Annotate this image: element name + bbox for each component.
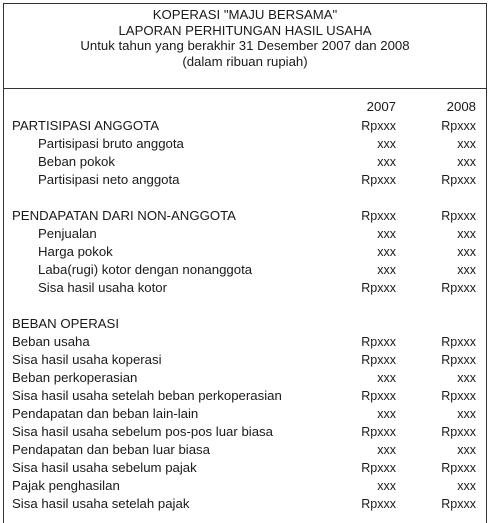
value-2008: xxx <box>457 245 476 259</box>
value-2007: Rpxxx <box>361 353 396 367</box>
statement-row <box>4 243 486 261</box>
row-label: PENDAPATAN DARI NON-ANGGOTA <box>12 208 236 223</box>
value-2008: xxx <box>457 227 476 241</box>
value-2008: xxx <box>457 443 476 457</box>
statement-row <box>4 153 486 171</box>
row-label: Partisipasi neto anggota <box>38 172 180 187</box>
statement-period: Untuk tahun yang berakhir 31 Desember 2007 dan 2008 <box>80 38 410 53</box>
statement-row <box>4 387 486 405</box>
value-2008: Rpxxx <box>441 335 476 349</box>
statement-row <box>4 405 486 423</box>
statement-row <box>4 315 486 333</box>
statement-header <box>4 4 486 89</box>
value-2007: Rpxxx <box>361 389 396 403</box>
value-2008: xxx <box>457 155 476 169</box>
value-2008: Rpxxx <box>441 281 476 295</box>
value-2007: xxx <box>377 443 396 457</box>
statement-row <box>4 441 486 459</box>
income-statement <box>3 3 487 523</box>
value-2008: Rpxxx <box>441 353 476 367</box>
row-label: Beban usaha <box>12 334 90 349</box>
value-2008: Rpxxx <box>441 461 476 475</box>
value-2007: Rpxxx <box>361 497 396 511</box>
value-2007: Rpxxx <box>361 119 396 133</box>
value-2008: Rpxxx <box>441 389 476 403</box>
year-2007: 2007 <box>366 99 396 114</box>
row-label: Sisa hasil usaha kotor <box>38 280 168 295</box>
value-2008: xxx <box>457 407 476 421</box>
row-label: Sisa hasil usaha setelah pajak <box>12 496 190 511</box>
row-label: Penjualan <box>38 226 97 241</box>
value-2007: xxx <box>377 263 396 277</box>
statement-row <box>4 423 486 441</box>
statement-row <box>4 495 486 513</box>
statement-unit: (dalam ribuan rupiah) <box>182 53 308 69</box>
row-label: Sisa hasil usaha koperasi <box>12 352 162 367</box>
value-2008: Rpxxx <box>441 209 476 223</box>
value-2008: xxx <box>457 479 476 493</box>
statement-body <box>4 117 486 513</box>
statement-row <box>4 261 486 279</box>
row-label: Pendapatan dan beban lain-lain <box>12 406 199 421</box>
value-2007: xxx <box>377 245 396 259</box>
row-label: BEBAN OPERASI <box>12 316 120 331</box>
value-2008: Rpxxx <box>441 425 476 439</box>
row-label: Beban perkoperasian <box>12 370 138 385</box>
value-2007: Rpxxx <box>361 209 396 223</box>
statement-row <box>4 117 486 135</box>
statement-row <box>4 351 486 369</box>
statement-row <box>4 459 486 477</box>
value-2007: xxx <box>377 407 396 421</box>
section-spacer <box>4 297 486 315</box>
row-label: Beban pokok <box>38 154 115 169</box>
value-2007: xxx <box>377 155 396 169</box>
statement-row <box>4 225 486 243</box>
statement-title: LAPORAN PERHITUNGAN HASIL USAHA <box>118 22 372 38</box>
value-2007: xxx <box>377 137 396 151</box>
statement-row <box>4 135 486 153</box>
row-label: Sisa hasil usaha sebelum pos-pos luar biasa <box>12 424 273 439</box>
value-2007: Rpxxx <box>361 173 396 187</box>
value-2008: xxx <box>457 137 476 151</box>
row-label: PARTISIPASI ANGGOTA <box>12 118 160 133</box>
statement-row <box>4 333 486 351</box>
row-label: Harga pokok <box>38 244 113 259</box>
value-2008: Rpxxx <box>441 497 476 511</box>
row-label: Pendapatan dan beban luar biasa <box>12 442 210 457</box>
value-2008: Rpxxx <box>441 173 476 187</box>
row-label: Sisa hasil usaha setelah beban perkoperasian <box>12 388 282 403</box>
row-label: Sisa hasil usaha sebelum pajak <box>12 460 197 475</box>
value-2007: Rpxxx <box>361 425 396 439</box>
value-2008: Rpxxx <box>441 119 476 133</box>
row-label: Partisipasi bruto anggota <box>38 136 184 151</box>
cooperative-name: KOPERASI "MAJU BERSAMA" <box>152 7 338 22</box>
value-2007: xxx <box>377 227 396 241</box>
value-2007: Rpxxx <box>361 461 396 475</box>
statement-row <box>4 279 486 297</box>
row-label: Laba(rugi) kotor dengan nonanggota <box>38 262 253 277</box>
value-2007: Rpxxx <box>361 335 396 349</box>
year-2008: 2008 <box>446 99 476 114</box>
value-2007: xxx <box>377 479 396 493</box>
statement-row <box>4 477 486 495</box>
statement-row <box>4 207 486 225</box>
row-label: Pajak penghasilan <box>12 478 120 493</box>
statement-row <box>4 369 486 387</box>
value-2008: xxx <box>457 263 476 277</box>
statement-row <box>4 171 486 189</box>
value-2007: xxx <box>377 371 396 385</box>
value-2008: xxx <box>457 371 476 385</box>
value-2007: Rpxxx <box>361 281 396 295</box>
section-spacer <box>4 189 486 207</box>
